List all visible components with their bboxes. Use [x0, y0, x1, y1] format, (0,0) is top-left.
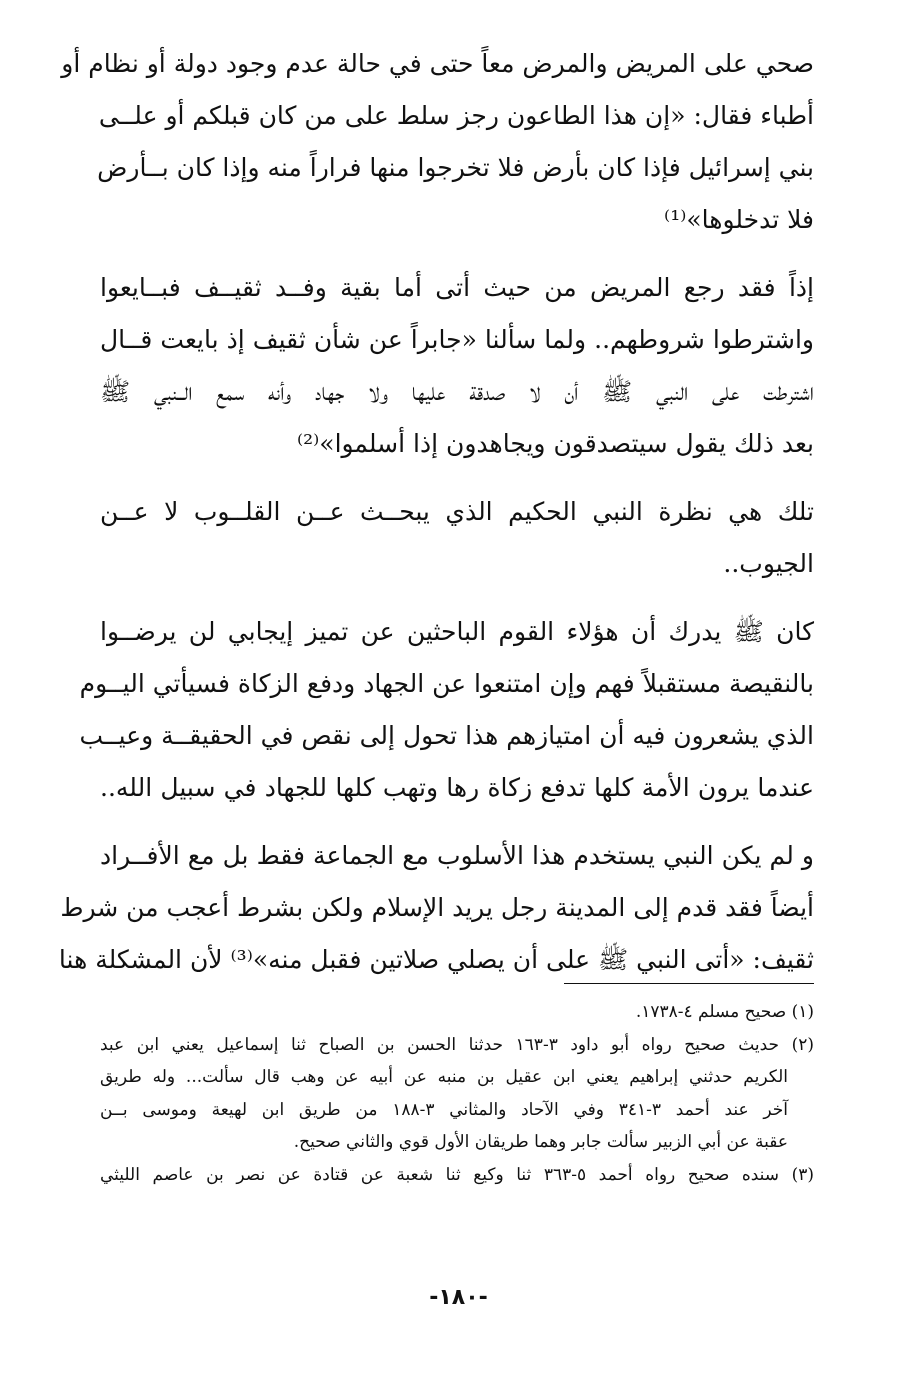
text-line: فلا تدخلوها»⁽¹⁾: [664, 205, 814, 234]
text-line: عندما يرون الأمة كلها تدفع زكاة رها وتهب كلها للجهاد في سبيل الله..: [100, 773, 814, 802]
text-line: تلك هي نظرة النبي الحكيم الذي يبحــث عــن القلــوب لا عــن: [100, 497, 814, 526]
footnote-line: (٣) سنده صحيح رواه أحمد ٥-٣٦٣ ثنا وكيع ثنا شعبة عن قتادة عن نصر بن عاصم الليثي: [100, 1164, 814, 1185]
text-line: كان ﷺ يدرك أن هؤلاء القوم الباحثين عن تميز إيجابي لن يرضــوا: [100, 617, 814, 646]
paragraph-2: [100, 262, 814, 470]
footnote-line: (٢) حديث صحيح رواه أبو داود ٣-١٦٣ حدثنا الحسن بن الصباح ثنا إسماعيل يعني ابن عبد: [100, 1034, 814, 1055]
text-line: واشترطوا شروطهم.. ولما سألنا «جابراً عن شأن ثقيف إذ بايعت قــال: [100, 325, 814, 354]
footnote-line: عقبة عن أبي الزبير سألت جابر وهما طريقان الأول قوي والثاني صحيح.: [293, 1132, 788, 1152]
text-line: بني إسرائيل فإذا كان بأرض فلا تخرجوا منها فراراً منه وإذا كان بــأرض: [97, 153, 814, 182]
text-line: ثقيف: «أتى النبي ﷺ على أن يصلي صلاتين فقبل منه»⁽³⁾ لأن المشكلة هنا: [58, 945, 814, 974]
paragraph-4: [79, 606, 814, 814]
footnote-line: آخر عند أحمد ٣-٣٤١ وفي الآحاد والمثاني ٣-١٨٨ من طريق ابن لهيعة وموسى بــن: [100, 1099, 788, 1120]
footnote-2: [100, 1029, 814, 1159]
text-line: أطباء فقال: «إن هذا الطاعون رجز سلط على من كان قبلكم أو علــى: [98, 101, 814, 130]
page-number: -١٨٠-: [429, 1285, 488, 1310]
text-line: صحي على المريض والمرض معاً حتى في حالة عدم وجود دولة أو نظام أو: [61, 49, 814, 78]
text-line: أيضاً فقد قدم إلى المدينة رجل يريد الإسلام ولكن بشرط أعجب من شرط: [60, 893, 814, 922]
text-line: بالنقيصة مستقبلاً فهم وإن امتنعوا عن الجهاد ودفع الزكاة فسيأتي اليــوم: [79, 669, 814, 698]
footnote-line: الكريم حدثني إبراهيم يعني ابن عقيل بن منبه عن أبيه عن وهب قال سألت... وله طريق: [100, 1067, 789, 1087]
paragraph-5: [58, 830, 814, 986]
paragraph-3: [100, 486, 814, 590]
text-line: الذي يشعرون فيه أن امتيازهم هذا تحول إلى نقص في الحقيقــة وعيــب: [79, 721, 814, 750]
paragraph-1: [61, 38, 814, 246]
footnote-line: (١) صحيح مسلم ٤-١٧٣٨.: [635, 1002, 814, 1022]
footnote-1: [100, 996, 814, 1029]
text-line: إذاً فقد رجع المريض من حيث أتى أما بقية وفــد ثقيــف فبــايعوا: [100, 273, 814, 302]
text-line: الجيوب..: [723, 549, 814, 578]
footnote-divider: [564, 983, 814, 984]
footnotes: [100, 996, 814, 1191]
text-line: اشترطت على النبي ﷺ أن لا صدقة عليها ولا جهاد وأنه سمع الــنبي ﷺ: [100, 377, 814, 406]
text-line: بعد ذلك يقول سيتصدقون ويجاهدون إذا أسلموا»⁽²⁾: [296, 429, 814, 458]
footnote-3: [100, 1159, 814, 1192]
text-line: و لم يكن النبي يستخدم هذا الأسلوب مع الجماعة فقط بل مع الأفــراد: [100, 841, 814, 870]
main-text: [58, 38, 814, 1002]
